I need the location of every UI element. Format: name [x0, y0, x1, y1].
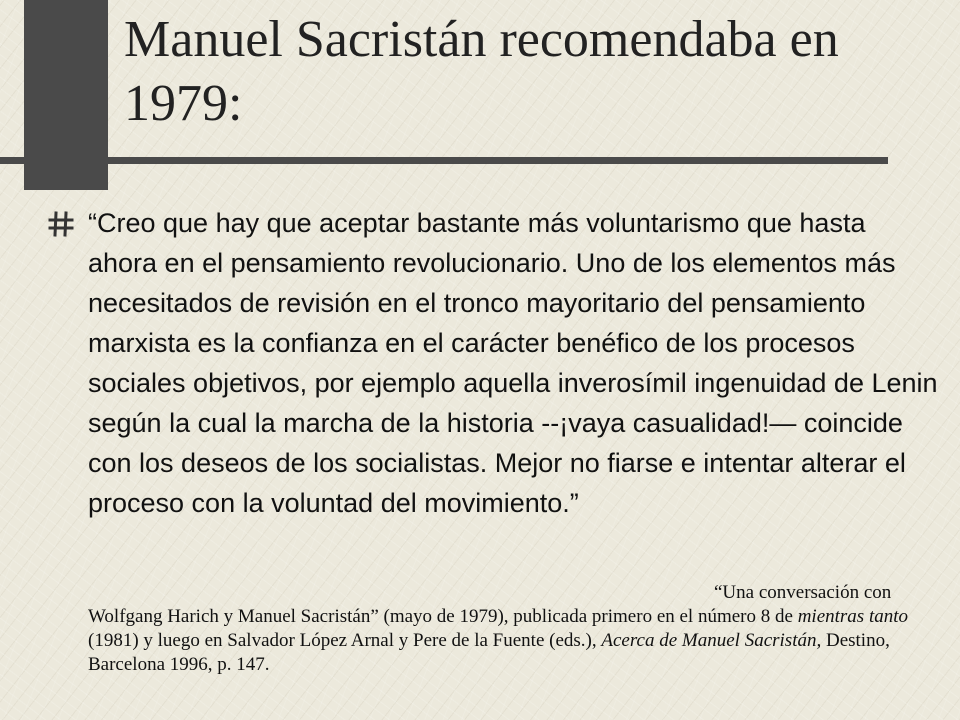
citation-part-1: “Una conversación con Wolfgang Harich y Manuel Sacristán” (mayo de 1979), publicada primero en el número 8 de	[88, 582, 892, 627]
citation-journal-title: mientras tanto	[797, 606, 908, 627]
citation-text	[88, 581, 938, 677]
slide-title: Manuel Sacristán recomendaba en 1979:	[124, 11, 839, 132]
citation-part-3: Destino, Barcelona 1996, p. 147.	[88, 630, 890, 675]
citation-part-2: (1981) y luego en Salvador López Arnal y Pere de la Fuente (eds.),	[88, 630, 602, 651]
citation-book-title: Acerca de Manuel Sacristán,	[601, 630, 822, 651]
title-underline-rule	[0, 157, 888, 164]
hash-bullet-icon	[47, 210, 75, 238]
quote-text: “Creo que hay que aceptar bastante más voluntarismo que hasta ahora en el pensamiento revolucionario. Uno de los elementos más necesitados de revisión en el tronco mayoritario del pensamiento marxista es la confianza en el carácter benéfico de los procesos sociales objetivos, por ejemplo aquella inverosímil ingenuidad de Lenin según la cual la marcha de la historia --¡vaya casualidad!— coincide con los deseos de los socialistas. Mejor no fiarse e intentar alterar el proceso con la voluntad del movimiento.”	[88, 208, 938, 518]
